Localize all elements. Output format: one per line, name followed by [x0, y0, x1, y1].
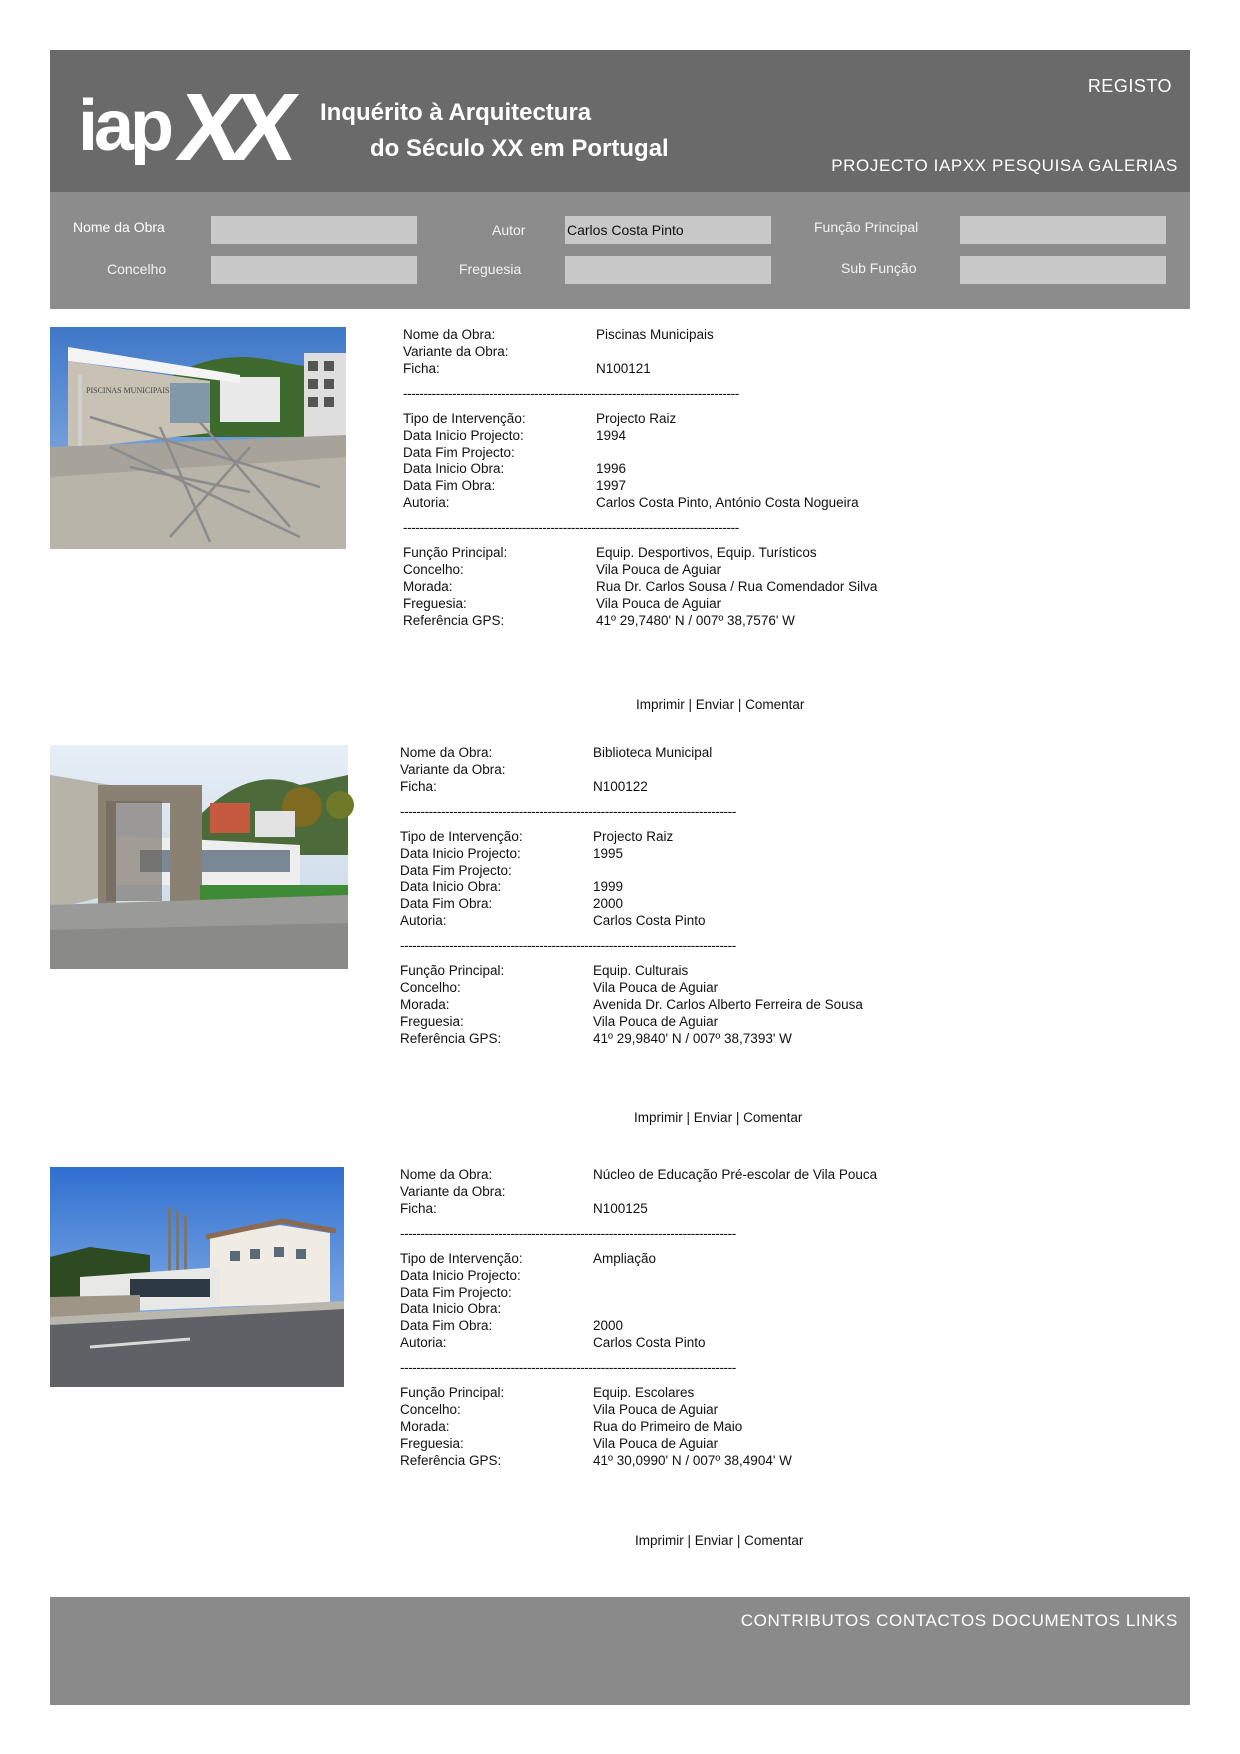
field-label: Nome da Obra:	[403, 327, 496, 342]
field-label: Freguesia:	[400, 1013, 464, 1029]
field-label: Data Inicio Obra:	[403, 461, 505, 477]
separator: ----------------------------------------------------------------------------------	[403, 520, 739, 536]
field-label: Função Principal:	[400, 1385, 505, 1401]
field-label: Data Fim Obra:	[403, 478, 496, 494]
field-nome-obra: Piscinas Municipais	[596, 327, 714, 342]
field-concelho: Vila Pouca de Aguiar	[593, 1402, 719, 1418]
field-ficha: N100121	[596, 360, 651, 376]
freguesia-input[interactable]	[565, 256, 771, 284]
record-actions	[635, 1533, 803, 1548]
search-panel	[50, 192, 1190, 309]
separator: ----------------------------------------------------------------------------------	[400, 1225, 736, 1241]
field-tipo: Projecto Raiz	[593, 828, 674, 844]
field-label: Data Inicio Projecto:	[400, 1267, 521, 1283]
field-data-fim-obra: 2000	[593, 1318, 624, 1334]
field-concelho: Vila Pouca de Aguiar	[596, 562, 722, 578]
field-label: Data Inicio Obra:	[400, 879, 502, 895]
field-label: Morada:	[403, 578, 453, 594]
field-data-fim-obra: 2000	[593, 896, 624, 912]
imprimir-link[interactable]: Imprimir	[635, 1533, 684, 1548]
field-ficha: N100125	[593, 1200, 648, 1216]
field-autoria: Carlos Costa Pinto	[593, 912, 706, 928]
field-morada: Avenida Dr. Carlos Alberto Ferreira de Sousa	[593, 996, 863, 1012]
field-label: Nome da Obra:	[400, 745, 493, 760]
comentar-link[interactable]: Comentar	[745, 697, 805, 712]
photo-nucleo-image	[50, 1167, 344, 1387]
field-freguesia: Vila Pouca de Aguiar	[596, 595, 722, 611]
registo-link[interactable]: REGISTO	[1087, 76, 1172, 96]
nav-documentos[interactable]: DOCUMENTOS	[992, 1611, 1121, 1630]
field-data-inicio-obra: 1996	[596, 461, 627, 477]
pipe: |	[688, 697, 693, 712]
field-label: Data Inicio Projecto:	[403, 427, 524, 443]
field-label: Tipo de Intervenção:	[400, 1250, 523, 1266]
field-data-inicio-obra: 1999	[593, 879, 624, 895]
field-label: Data Fim Obra:	[400, 896, 493, 912]
comentar-link[interactable]: Comentar	[744, 1533, 804, 1548]
field-label: Concelho:	[403, 562, 464, 578]
enviar-link[interactable]: Enviar	[694, 1533, 734, 1548]
field-funcao: Equip. Desportivos, Equip. Turísticos	[596, 545, 817, 561]
comentar-link[interactable]: Comentar	[743, 1110, 803, 1125]
field-label: Freguesia:	[403, 595, 467, 611]
field-label: Referência GPS:	[400, 1452, 502, 1468]
field-nome-obra: Núcleo de Educação Pré-escolar de Vila Pouca	[593, 1167, 878, 1182]
photo-piscinas-image	[50, 327, 346, 549]
separator: ----------------------------------------------------------------------------------	[400, 803, 736, 819]
enviar-link[interactable]: Enviar	[695, 697, 735, 712]
field-label: Ficha:	[400, 778, 437, 794]
field-label: Morada:	[400, 1418, 450, 1434]
sub-funcao-label: Sub Função	[841, 260, 917, 276]
field-label: Data Inicio Obra:	[400, 1301, 502, 1317]
field-label: Data Inicio Projecto:	[400, 845, 521, 861]
record-details	[400, 1167, 877, 1469]
nav-links[interactable]: LINKS	[1125, 1611, 1178, 1630]
field-morada: Rua Dr. Carlos Sousa / Rua Comendador Silva	[596, 578, 878, 594]
record-details	[400, 745, 863, 1047]
field-autoria: Carlos Costa Pinto, António Costa Nogueira	[596, 494, 859, 510]
field-label: Concelho:	[400, 980, 461, 996]
photo-biblioteca-image	[50, 745, 348, 969]
field-tipo: Ampliação	[593, 1250, 657, 1266]
field-nome-obra: Biblioteca Municipal	[593, 745, 713, 760]
funcao-principal-label: Função Principal	[814, 219, 919, 235]
enviar-link[interactable]: Enviar	[693, 1110, 733, 1125]
field-label: Função Principal:	[403, 545, 508, 561]
pipe: |	[687, 1533, 692, 1548]
concelho-label: Concelho	[107, 261, 167, 277]
field-label: Autoria:	[403, 494, 450, 510]
field-autoria: Carlos Costa Pinto	[593, 1334, 706, 1350]
funcao-principal-input[interactable]	[960, 216, 1166, 244]
field-label: Variante da Obra:	[400, 1183, 506, 1199]
logo-mark	[78, 74, 669, 180]
autor-label: Autor	[492, 222, 526, 238]
nav-contactos[interactable]: CONTACTOS	[876, 1611, 987, 1630]
field-label: Autoria:	[400, 912, 447, 928]
separator: ----------------------------------------------------------------------------------	[400, 1360, 736, 1376]
field-label: Freguesia:	[400, 1435, 464, 1451]
imprimir-link[interactable]: Imprimir	[636, 697, 685, 712]
record-photo-piscinas[interactable]	[50, 327, 346, 549]
field-label: Ficha:	[400, 1200, 437, 1216]
field-morada: Rua do Primeiro de Maio	[593, 1418, 743, 1434]
separator: ----------------------------------------------------------------------------------	[403, 385, 739, 401]
field-ficha: N100122	[593, 778, 648, 794]
field-label: Concelho:	[400, 1402, 461, 1418]
field-gps: 41º 30,0990' N / 007º 38,4904' W	[593, 1452, 792, 1468]
photo-sign-text: PISCINAS MUNICIPAIS	[86, 386, 170, 395]
nav-pesquisa[interactable]: PESQUISA	[992, 156, 1083, 175]
nav-projecto[interactable]: PROJECTO	[831, 156, 929, 175]
field-label: Variante da Obra:	[400, 761, 506, 777]
field-label: Referência GPS:	[403, 612, 505, 628]
svg-text:Inquérito à Arquitectura: Inquérito à Arquitectura	[320, 99, 592, 126]
field-label: Variante da Obra:	[403, 343, 509, 359]
imprimir-link[interactable]: Imprimir	[634, 1110, 683, 1125]
field-label: Autoria:	[400, 1334, 447, 1350]
field-gps: 41º 29,9840' N / 007º 38,7393' W	[593, 1030, 792, 1046]
record-actions	[634, 1110, 802, 1125]
field-data-fim-obra: 1997	[596, 478, 627, 494]
field-label: Referência GPS:	[400, 1030, 502, 1046]
site-header	[50, 50, 1190, 192]
iapxx-logo[interactable]	[78, 74, 669, 181]
footer-nav	[741, 1611, 1178, 1631]
site-footer	[50, 1597, 1190, 1705]
pipe: |	[737, 697, 742, 712]
field-label: Tipo de Intervenção:	[403, 410, 526, 426]
record-actions	[636, 697, 804, 712]
sub-funcao-input[interactable]	[960, 256, 1166, 284]
svg-text:iap: iap	[78, 86, 171, 166]
record-photo-nucleo[interactable]	[50, 1167, 344, 1387]
field-data-inicio-projecto: 1995	[593, 845, 624, 861]
autor-input[interactable]	[565, 216, 771, 244]
record-details	[403, 327, 877, 629]
field-label: Ficha:	[403, 360, 440, 376]
nav-galerias[interactable]: GALERIAS	[1088, 156, 1178, 175]
field-freguesia: Vila Pouca de Aguiar	[593, 1435, 719, 1451]
separator: ----------------------------------------------------------------------------------	[400, 938, 736, 954]
field-label: Data Fim Projecto:	[400, 1284, 512, 1300]
svg-text:do Século XX em Portugal: do Século XX em Portugal	[370, 135, 669, 162]
field-freguesia: Vila Pouca de Aguiar	[593, 1013, 719, 1029]
field-label: Tipo de Intervenção:	[400, 828, 523, 844]
nav-iapxx[interactable]: IAPXX	[933, 156, 987, 175]
pipe: |	[686, 1110, 691, 1125]
field-concelho: Vila Pouca de Aguiar	[593, 980, 719, 996]
freguesia-label: Freguesia	[459, 261, 522, 277]
field-label: Nome da Obra:	[400, 1167, 493, 1182]
field-label: Função Principal:	[400, 963, 505, 979]
nome-obra-input[interactable]	[211, 216, 417, 244]
field-tipo: Projecto Raiz	[596, 410, 677, 426]
field-label: Data Fim Obra:	[400, 1318, 493, 1334]
field-gps: 41º 29,7480' N / 007º 38,7576' W	[596, 612, 795, 628]
nome-obra-label: Nome da Obra	[73, 219, 165, 235]
field-label: Morada:	[400, 996, 450, 1012]
top-nav	[831, 156, 1178, 176]
field-label: Data Fim Projecto:	[400, 862, 512, 878]
pipe: |	[736, 1533, 741, 1548]
svg-text:XX: XX	[171, 74, 295, 181]
field-funcao: Equip. Culturais	[593, 963, 689, 979]
nav-contributos[interactable]: CONTRIBUTOS	[740, 1611, 871, 1630]
field-funcao: Equip. Escolares	[593, 1385, 695, 1401]
record-photo-biblioteca[interactable]	[50, 745, 348, 969]
field-data-inicio-projecto: 1994	[596, 427, 627, 443]
concelho-input[interactable]	[211, 256, 417, 284]
pipe: |	[735, 1110, 740, 1125]
field-label: Data Fim Projecto:	[403, 444, 515, 460]
